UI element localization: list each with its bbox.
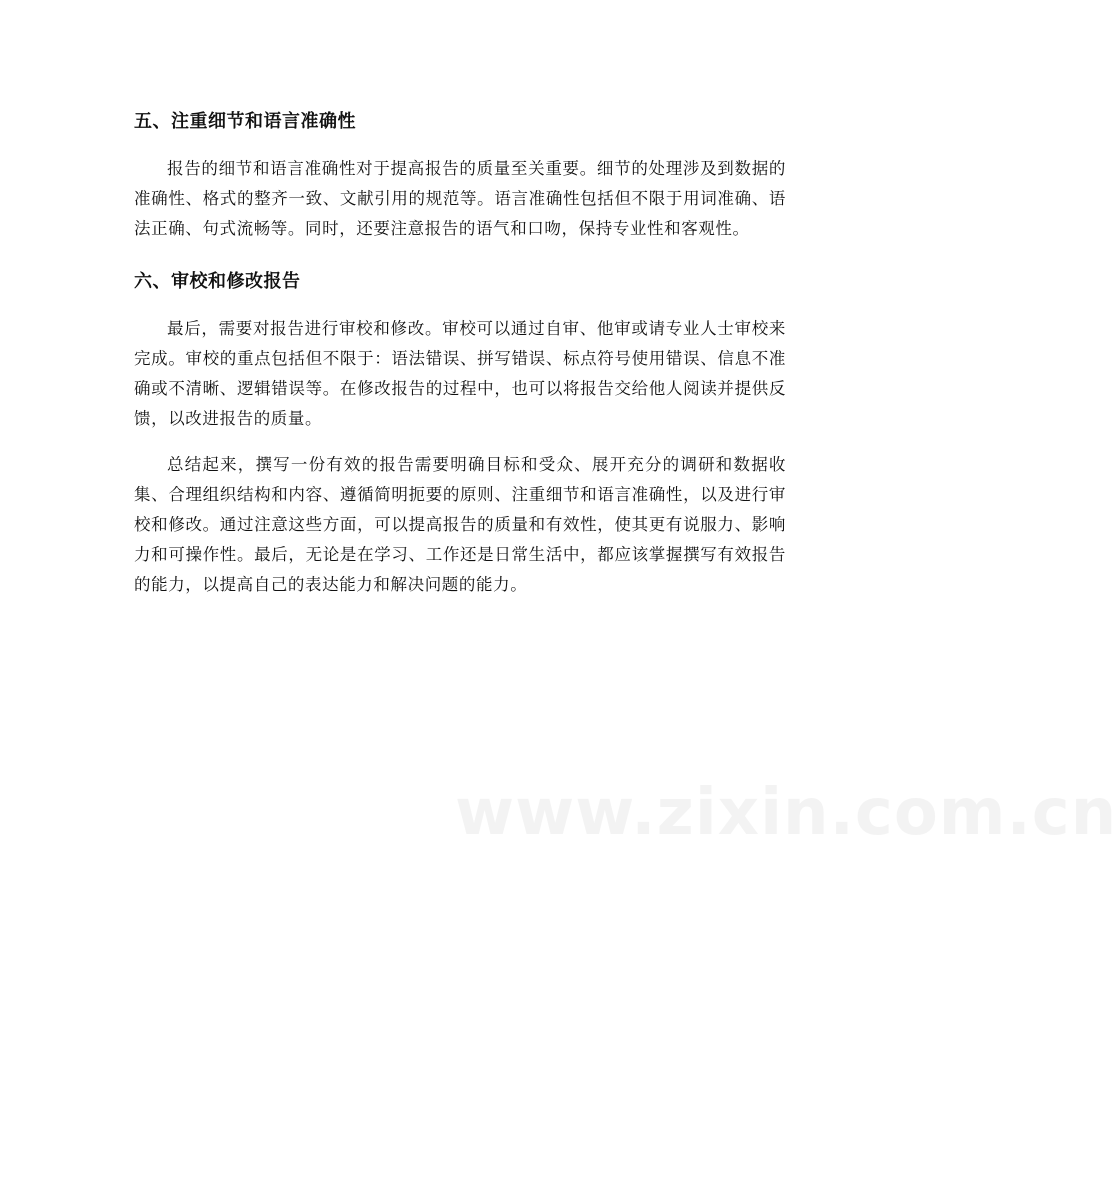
document-content [134,104,786,600]
section-heading-6: 六、审校和修改报告 [134,271,301,292]
section-heading-5: 五、注重细节和语言准确性 [134,111,356,132]
watermark: www.zixin.com.cn [455,776,1117,850]
section-paragraph-5: 报告的细节和语言准确性对于提高报告的质量至关重要。细节的处理涉及到数据的准确性、格式的整齐一致、文献引用的规范等。语言准确性包括但不限于用词准确、语法正确、句式流畅等。同时，还要注意报告的语气和口吻，保持专业性和客观性。 [134,159,786,238]
section-paragraph-6: 最后，需要对报告进行审校和修改。审校可以通过自审、他审或请专业人士审校来完成。审校的重点包括但不限于：语法错误、拼写错误、标点符号使用错误、信息不准确或不清晰、逻辑错误等。在修改报告的过程中，也可以将报告交给他人阅读并提供反馈，以改进报告的质量。 [134,319,786,428]
conclusion-paragraph: 总结起来，撰写一份有效的报告需要明确目标和受众、展开充分的调研和数据收集、合理组织结构和内容、遵循简明扼要的原则、注重细节和语言准确性，以及进行审校和修改。通过注意这些方面，可以提高报告的质量和有效性，使其更有说服力、影响力和可操作性。最后，无论是在学习、工作还是日常生活中，都应该掌握撰写有效报告的能力，以提高自己的表达能力和解决问题的能力。 [134,455,786,594]
